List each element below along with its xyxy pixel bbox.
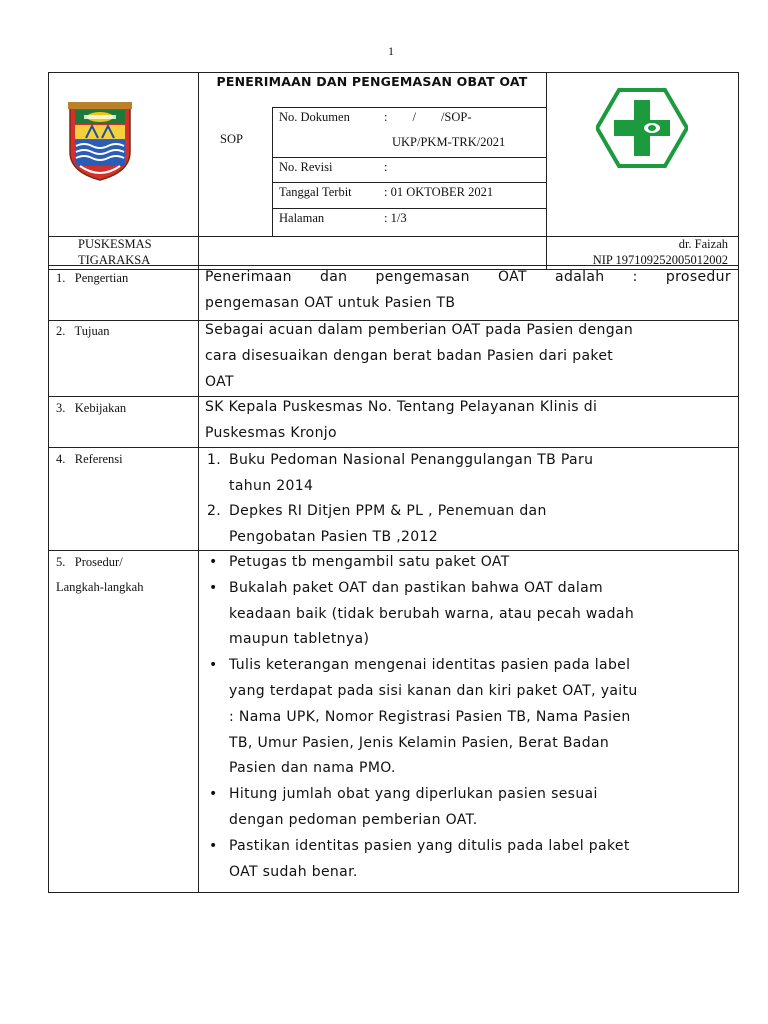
step-2-line-3: maupun tabletnya) xyxy=(229,631,370,648)
section-label-kebijakan: 3. Kebijakan xyxy=(56,401,127,415)
signatory-nip: NIP 197109252005012002 xyxy=(592,253,728,267)
step-2-line-1: • Bukalah paket OAT dan pastikan bahwa OAT dalam xyxy=(229,579,604,596)
meta-value-no-dokumen-line2: UKP/PKM-TRK/2021 xyxy=(392,135,506,149)
tujuan-line3: OAT xyxy=(205,374,234,390)
step-5-line-2: OAT sudah benar. xyxy=(229,863,358,880)
meta-label-tanggal-terbit: Tanggal Terbit xyxy=(279,185,352,199)
document-title: PENERIMAAN DAN PENGEMASAN OBAT OAT xyxy=(216,74,528,89)
procedure-step-3 xyxy=(206,653,736,782)
procedure-list xyxy=(206,550,736,885)
referensi-item-2-line2: Pengobatan Pasien TB ,2012 xyxy=(229,529,439,545)
step-1-line-1: • Petugas tb mengambil satu paket OAT xyxy=(229,554,510,570)
meta-value-no-revisi: : xyxy=(384,160,388,174)
referensi-item-1-number: 1. xyxy=(207,452,222,468)
pengertian-line1: Penerimaan dan pengemasan OAT adalah : prosedur xyxy=(205,269,731,285)
section-label-referensi: 4. Referensi xyxy=(56,452,123,466)
step-3-line-2: yang terdapat pada sisi kanan dan kiri paket OAT, yaitu xyxy=(229,682,638,699)
referensi-item-1-line1: Buku Pedoman Nasional Penanggulangan TB Paru xyxy=(229,452,594,468)
kebijakan-line2: Puskesmas Kronjo xyxy=(205,425,337,441)
signatory-name: dr. Faizah xyxy=(678,237,728,251)
puskesmas-name-line2: TIGARAKSA xyxy=(78,253,151,267)
page-number: 1 xyxy=(388,44,394,58)
referensi-item-1-line2: tahun 2014 xyxy=(229,478,314,494)
kebijakan-line1: SK Kepala Puskesmas No. Tentang Pelayanan Klinis di xyxy=(205,399,598,415)
step-3-line-1: • Tulis keterangan mengenai identitas pasien pada label xyxy=(229,657,631,674)
step-5-line-1: • Pastikan identitas pasien yang ditulis pada label paket xyxy=(229,837,630,854)
meta-value-halaman: : 1/3 xyxy=(384,211,407,225)
meta-value-no-dokumen: : / /SOP- xyxy=(384,110,472,124)
referensi-item-2-number: 2. xyxy=(207,503,222,519)
step-4-line-2: dengan pedoman pemberian OAT. xyxy=(229,811,478,828)
procedure-step-1 xyxy=(206,550,736,576)
procedure-step-2 xyxy=(206,576,736,653)
meta-value-tanggal-terbit: : 01 OKTOBER 2021 xyxy=(384,185,494,199)
section-label-langkah: Langkah-langkah xyxy=(56,580,144,594)
meta-label-no-dokumen: No. Dokumen xyxy=(279,110,350,124)
puskesmas-cross-logo xyxy=(596,88,688,168)
meta-label-halaman: Halaman xyxy=(279,211,325,225)
sop-label: SOP xyxy=(220,132,243,146)
step-4-line-1: • Hitung jumlah obat yang diperlukan pasien sesuai xyxy=(229,786,598,803)
procedure-step-5 xyxy=(206,834,736,886)
pengertian-line2: pengemasan OAT untuk Pasien TB xyxy=(205,295,456,311)
regional-emblem-logo xyxy=(66,100,134,182)
section-label-prosedur: 5. Prosedur/ xyxy=(56,555,123,569)
step-2-line-2: keadaan baik (tidak berubah warna, atau pecah wadah xyxy=(229,605,635,622)
referensi-item-2-line1: Depkes RI Ditjen PPM & PL , Penemuan dan xyxy=(229,503,547,519)
step-3-line-4: TB, Umur Pasien, Jenis Kelamin Pasien, Berat Badan xyxy=(229,734,610,751)
meta-label-no-revisi: No. Revisi xyxy=(279,160,333,174)
section-label-tujuan: 2. Tujuan xyxy=(56,324,110,338)
section-label-pengertian: 1. Pengertian xyxy=(56,271,129,285)
tujuan-line2: cara disesuaikan dengan berat badan Pasien dari paket xyxy=(205,348,614,364)
puskesmas-name-line1: PUSKESMAS xyxy=(78,237,152,251)
step-3-line-3: : Nama UPK, Nomor Registrasi Pasien TB, Nama Pasien xyxy=(229,708,631,725)
procedure-step-4 xyxy=(206,782,736,834)
tujuan-line1: Sebagai acuan dalam pemberian OAT pada Pasien dengan xyxy=(205,322,634,338)
step-3-line-5: Pasien dan nama PMO. xyxy=(229,760,396,777)
